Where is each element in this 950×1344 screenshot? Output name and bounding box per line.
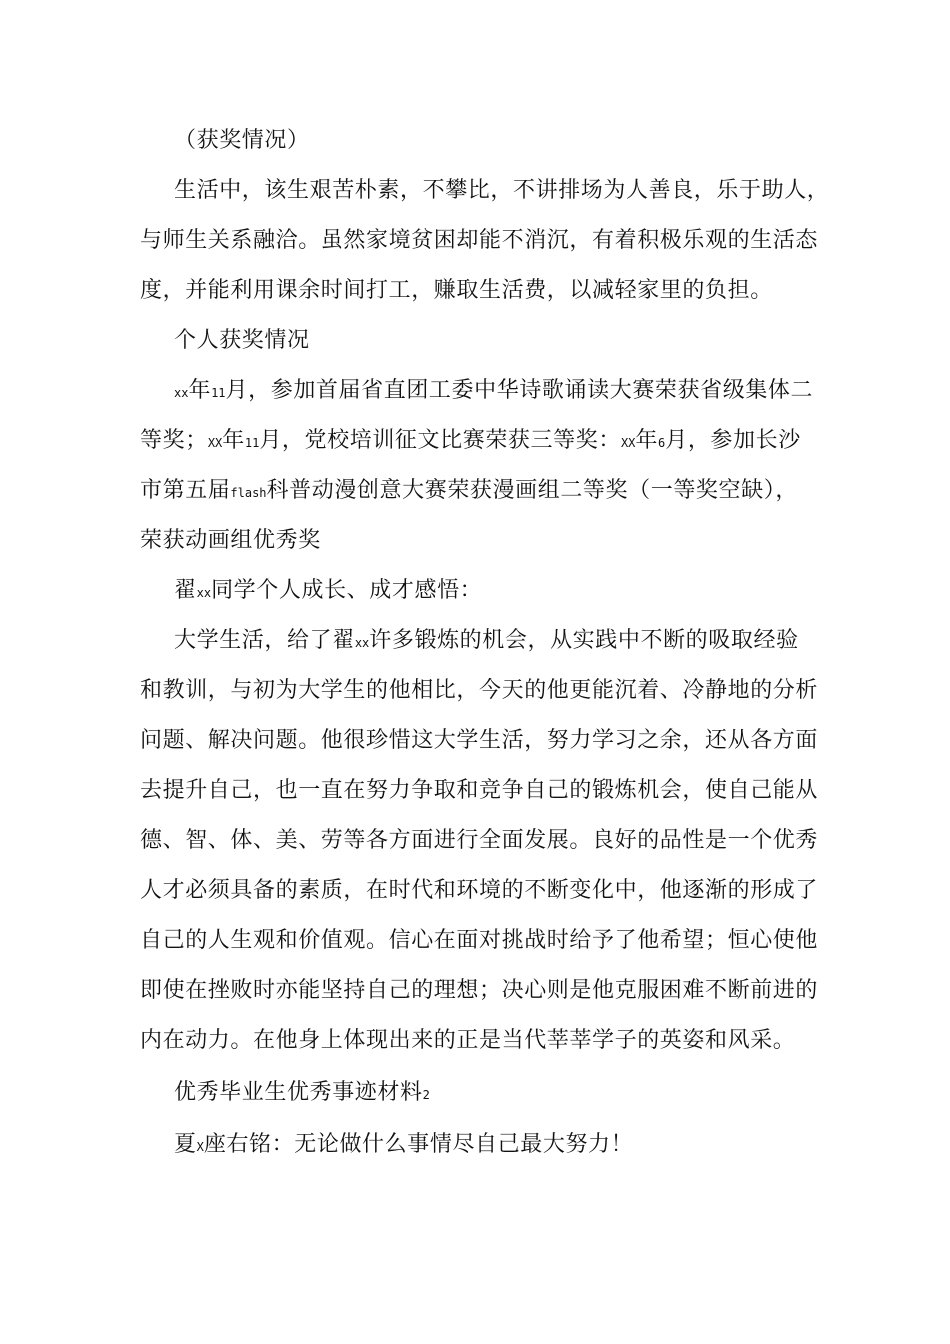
life-paragraph-line: 与师生关系融洽。虽然家境贫困却能不消沉，有着积极乐观的生活态 — [140, 228, 819, 253]
name-placeholder: xx — [196, 586, 212, 600]
month-number: 11 — [211, 386, 226, 400]
year-placeholder: XX — [207, 436, 223, 450]
material-number: 2 — [422, 1088, 430, 1102]
text-run: 等奖； — [140, 428, 208, 453]
text-run: 市第五届 — [140, 478, 231, 503]
text-run: 月，党校培训征文比赛荣获三等奖： — [259, 428, 621, 453]
growth-paragraph-line — [174, 628, 830, 656]
text-run: 年 — [635, 428, 658, 453]
material-title — [174, 1080, 830, 1108]
growth-paragraph-line: 人才必须具备的素质，在时代和环境的不断变化中，他逐渐的形成了 — [140, 878, 819, 903]
text-run: 座右铭：无论做什么事情尽自己最大努力！ — [203, 1132, 634, 1157]
text-run: 月，参加长沙 — [665, 428, 801, 453]
growth-paragraph-line: 去提升自己，也一直在努力争取和竞争自己的锻炼机会，使自己能从 — [140, 778, 819, 803]
year-placeholder: XX — [620, 436, 636, 450]
growth-paragraph-line: 问题、解决问题。他很珍惜这大学生活，努力学习之余，还从各方面 — [140, 728, 819, 753]
text-run: 大学生活，给了翟 — [174, 628, 355, 653]
motto-line — [174, 1132, 830, 1160]
award-heading: （获奖情况） — [174, 128, 310, 153]
month-number: 11 — [244, 436, 260, 450]
month-number: 6 — [658, 436, 666, 450]
growth-paragraph-line: 自己的人生观和价值观。信心在面对挑战时给予了他希望；恒心使他 — [140, 928, 819, 953]
growth-paragraph-line: 德、智、体、美、劳等各方面进行全面发展。良好的品性是一个优秀 — [140, 828, 819, 853]
text-run: 优秀毕业生优秀事迹材料 — [174, 1080, 423, 1105]
text-run: 许多锻炼的机会，从实践中不断的吸取经验 — [369, 628, 799, 653]
life-paragraph-line: 度，并能利用课余时间打工，赚取生活费，以减轻家里的负担。 — [140, 278, 773, 303]
name-placeholder: xx — [354, 636, 370, 650]
text-run: 月，参加首届省直团工委中华诗歌诵读大赛荣获省级集体二 — [225, 378, 814, 403]
text-run: 年 — [188, 378, 212, 403]
text-run: 同学个人成长、成才感悟： — [211, 578, 483, 603]
text-run: 夏 — [174, 1132, 197, 1157]
award-paragraph-line — [140, 478, 830, 506]
growth-paragraph-line: 内在动力。在他身上体现出来的正是当代莘莘学子的英姿和风采。 — [140, 1028, 796, 1053]
personal-award-heading: 个人获奖情况 — [174, 328, 310, 353]
award-paragraph-line — [140, 428, 830, 456]
text-run: 科普动漫创意大赛荣获漫画组二等奖（一等奖空缺）， — [266, 478, 798, 503]
growth-paragraph-line: 和教训，与初为大学生的他相比，今天的他更能沉着、冷静地的分析 — [140, 678, 819, 703]
year-placeholder: xx — [174, 386, 189, 400]
text-run: 年 — [222, 428, 245, 453]
growth-heading — [174, 578, 830, 606]
award-paragraph-line: 荣获动画组优秀奖 — [140, 528, 321, 553]
award-paragraph-line — [174, 378, 830, 406]
name-placeholder: X — [196, 1140, 204, 1154]
life-paragraph-line: 生活中，该生艰苦朴素，不攀比，不讲排场为人善良，乐于助人， — [174, 178, 830, 203]
flash-word: flash — [230, 486, 267, 500]
text-run: 翟 — [174, 578, 197, 603]
growth-paragraph-line: 即使在挫败时亦能坚持自己的理想；决心则是他克服困难不断前进的 — [140, 978, 819, 1003]
